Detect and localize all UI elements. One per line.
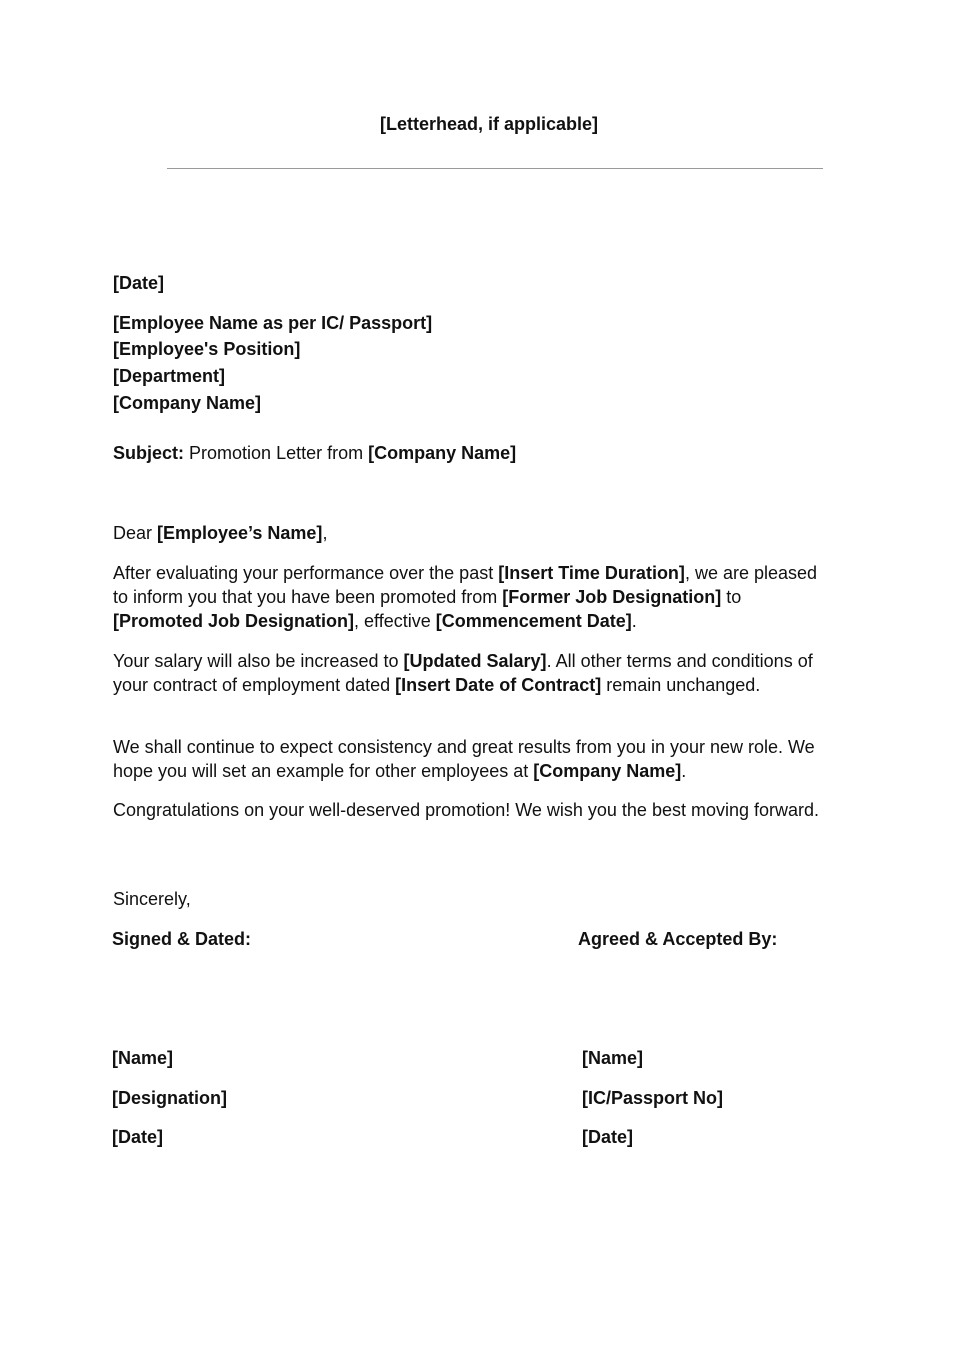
- p2-text-1: Your salary will also be increased to: [113, 651, 399, 671]
- p1-text-5: .: [631, 611, 637, 631]
- p1-text-3: to: [726, 587, 742, 607]
- recipient-position: [Employee's Position]: [113, 339, 301, 359]
- signer-designation: [Designation]: [112, 1088, 227, 1108]
- letter-date: [Date]: [113, 273, 165, 293]
- subject-line: [113, 443, 516, 464]
- p2-text-3: remain unchanged.: [606, 675, 761, 695]
- acceptor-date: [Date]: [582, 1127, 634, 1147]
- p1-duration: [Insert Time Duration]: [498, 563, 685, 583]
- p2-updated-salary: [Updated Salary]: [403, 651, 547, 671]
- subject-label: Subject:: [113, 443, 185, 463]
- recipient-name: [Employee Name as per IC/ Passport]: [113, 313, 433, 333]
- subject-company: [Company Name]: [368, 443, 517, 463]
- recipient-department: [Department]: [113, 366, 226, 386]
- recipient-company: [Company Name]: [113, 393, 262, 413]
- paragraph-expectations: [113, 735, 833, 783]
- paragraph-promotion: [113, 561, 833, 633]
- p1-text-4: , effective: [354, 611, 431, 631]
- p1-commencement-date: [Commencement Date]: [435, 611, 632, 631]
- p3-company: [Company Name]: [533, 761, 682, 781]
- p3-text-2: .: [681, 761, 687, 781]
- acceptor-id: [IC/Passport No]: [582, 1088, 724, 1108]
- greeting: [113, 523, 327, 544]
- signer-date: [Date]: [112, 1127, 164, 1147]
- p2-text-2: . All other terms and conditions of your contract of employment dated: [113, 651, 813, 695]
- p1-former-designation: [Former Job Designation]: [502, 587, 722, 607]
- greeting-comma: ,: [322, 523, 328, 543]
- signed-dated-heading: Signed & Dated:: [112, 929, 252, 949]
- closing: Sincerely,: [113, 889, 191, 909]
- greeting-name: [Employee’s Name]: [157, 523, 323, 543]
- p2-contract-date: [Insert Date of Contract]: [395, 675, 602, 695]
- p1-text-1: After evaluating your performance over the past: [113, 563, 494, 583]
- header-divider: [167, 168, 823, 169]
- p1-text-2: , we are pleased to inform you that you have been promoted from: [113, 563, 818, 607]
- subject-text: Promotion Letter from: [189, 443, 364, 463]
- p3-text-1: We shall continue to expect consistency and great results from you in your new role. We hope you will set an example for other employees at: [113, 737, 815, 781]
- acceptor-name: [Name]: [582, 1048, 644, 1068]
- agreed-accepted-heading: Agreed & Accepted By:: [578, 929, 778, 949]
- paragraph-congratulations: Congratulations on your well-deserved promotion! We wish you the best moving forward.: [113, 800, 820, 820]
- letterhead-placeholder: [Letterhead, if applicable]: [379, 114, 599, 134]
- signer-name: [Name]: [112, 1048, 174, 1068]
- p1-promoted-designation: [Promoted Job Designation]: [113, 611, 355, 631]
- paragraph-salary: [113, 649, 833, 697]
- greeting-dear: Dear: [113, 523, 153, 543]
